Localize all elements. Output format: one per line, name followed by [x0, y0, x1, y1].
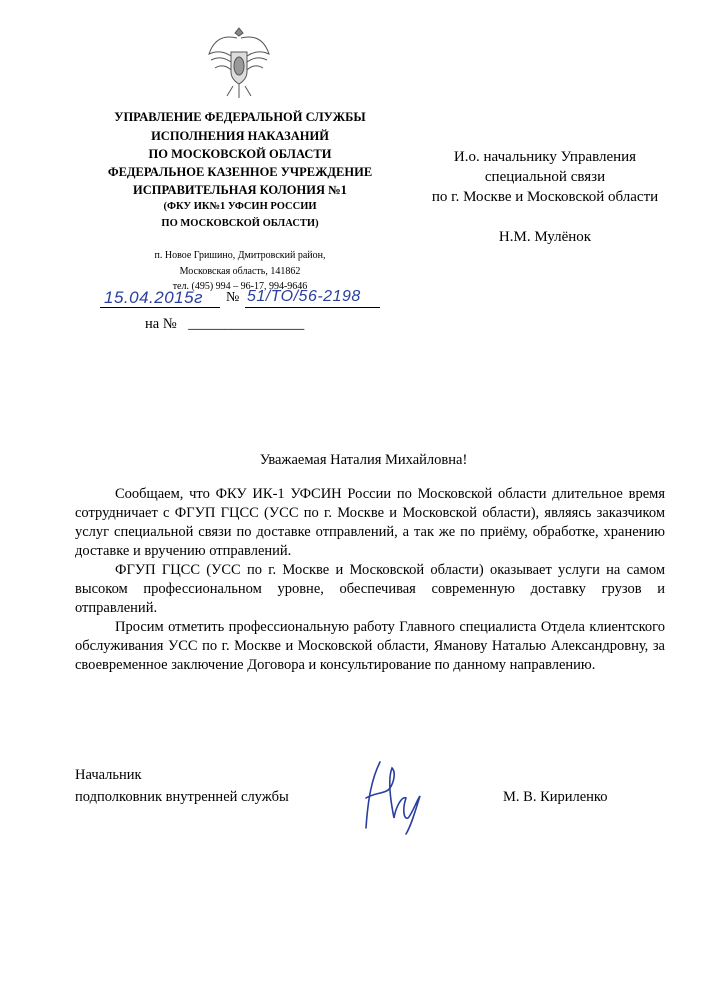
date-underline [100, 307, 220, 308]
recipient-line: по г. Москве и Московской области [431, 189, 659, 205]
handwritten-signature [350, 758, 430, 836]
body-paragraph: ФГУП ГЦСС (УСС по г. Москве и Московской области) оказывает услуги на самом высоком профессиональном уровне, обеспечивая современную доставку грузов и отправлений. [75, 562, 665, 616]
recipient-line: специальной связи [484, 169, 606, 185]
emblem-icon [207, 24, 271, 100]
reply-number-line [145, 316, 304, 333]
salutation: Уважаемая Наталия Михайловна! [259, 452, 468, 468]
number-handwritten: 51/ТО/56-2198 [247, 288, 361, 305]
signatory-title: Начальник [75, 767, 142, 783]
outgoing-number-line [100, 286, 400, 310]
org-short-line: (ФКУ ИК№1 УФСИН РОССИИ [163, 201, 317, 212]
recipient-line: И.о. начальнику Управления [453, 149, 637, 165]
number-underline [245, 307, 380, 308]
org-line: ФЕДЕРАЛЬНОЕ КАЗЕННОЕ УЧРЕЖДЕНИЕ [107, 165, 373, 179]
org-line: ИСПОЛНЕНИЯ НАКАЗАНИЙ [151, 129, 329, 143]
date-handwritten: 15.04.2015г [104, 288, 203, 307]
signatory-name: М. В. Кириленко [503, 789, 608, 805]
address-line: тел. (495) 994 – 96-17, 994-9646 [172, 281, 308, 292]
org-line: ИСПРАВИТЕЛЬНАЯ КОЛОНИЯ №1 [133, 183, 347, 197]
org-line: УПРАВЛЕНИЕ ФЕДЕРАЛЬНОЙ СЛУЖБЫ [114, 110, 366, 124]
body-paragraph: Просим отметить профессиональную работу Главного специалиста Отдела клиентского обслуживания УСС по г. Москве и Московской области, Яманову Наталью Александровну, за своевременное заключение Договора и консультирование по данному направлению. [75, 619, 665, 673]
address-line: п. Новое Гришино, Дмитровский район, [154, 250, 326, 261]
body-paragraph: Сообщаем, что ФКУ ИК-1 УФСИН России по Московской области длительное время сотрудничает с ФГУП ГЦСС (УСС по г. Москве и Московской области), являясь заказчиком услуг специальной связи по доставке отправлений, а так же по приёму, обработке, хранению доставке и вручению отправлений. [75, 486, 665, 559]
reply-label: на № [145, 316, 177, 332]
signatory-rank: подполковник внутренней службы [75, 789, 289, 805]
org-line: ПО МОСКОВСКОЙ ОБЛАСТИ [148, 147, 332, 161]
recipient-name: Н.М. Мулёнок [498, 229, 592, 245]
org-short-line: ПО МОСКОВСКОЙ ОБЛАСТИ) [161, 218, 319, 229]
number-label: № [226, 290, 240, 305]
address-line: Московская область, 141862 [179, 266, 301, 277]
reply-blank: ________________ [188, 316, 305, 332]
